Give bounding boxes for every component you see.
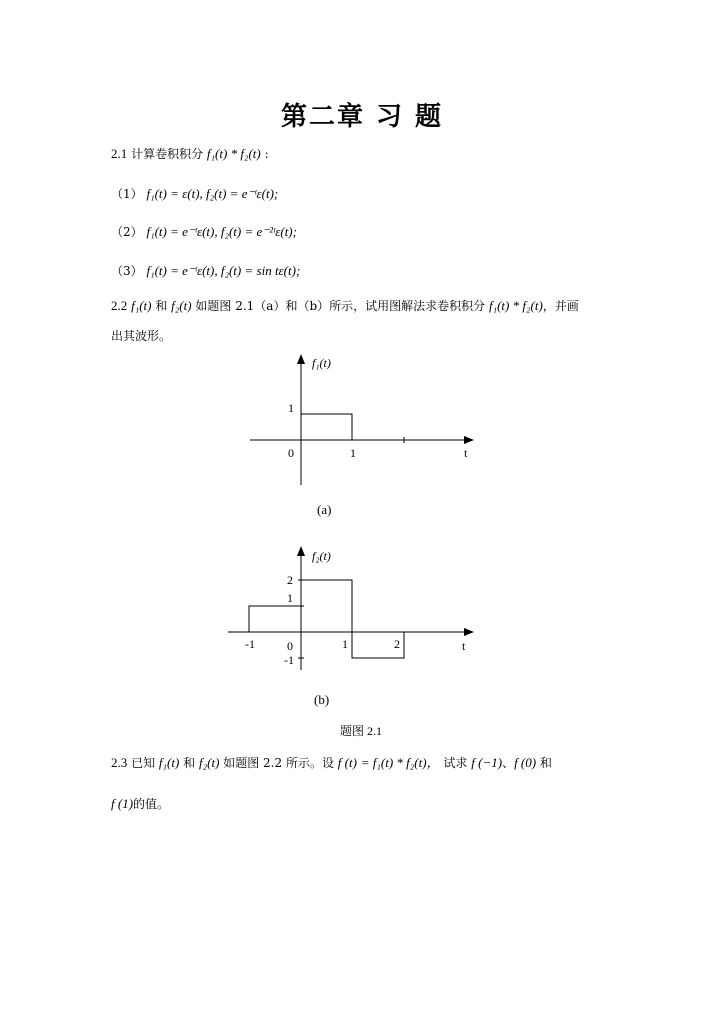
figure-a <box>240 350 490 530</box>
x-axis-label: t <box>464 446 468 460</box>
x-tick-label-1: 1 <box>350 446 356 460</box>
figure-a-caption: (a) <box>317 502 332 517</box>
item-number: （1） <box>111 187 143 201</box>
problem-text-tail: 的值。 <box>133 797 170 811</box>
problem-2-3-text <box>111 752 552 771</box>
figure-group-caption: 题图 2.1 <box>340 724 383 738</box>
f1-symbol: f₁(t) <box>131 298 152 313</box>
figure-b-caption: (b) <box>314 692 330 707</box>
x-tick-label-minus-1: -1 <box>245 637 255 651</box>
y-tick-label-1: 1 <box>287 591 293 605</box>
and-text: 和 <box>155 299 168 313</box>
and-text: 和 <box>539 756 552 770</box>
problem-text: 如题图 2.1（a）和（b）所示，试用图解法求卷积积分 <box>195 299 486 313</box>
problem-2-1-item-3 <box>111 262 300 279</box>
x-tick-label-0: 0 <box>287 639 293 653</box>
convolution-expression: f₁(t) * f₂(t) <box>206 146 261 161</box>
f1-waveform <box>301 414 352 440</box>
y-axis-arrow <box>297 546 305 556</box>
colon: : <box>264 147 269 161</box>
chapter-title: 第二章 习 题 <box>280 102 444 132</box>
problem-number: 2.2 <box>111 298 128 313</box>
convolution-expression: f₁(t) * f₂(t) <box>488 298 543 313</box>
x-axis-arrow <box>464 628 474 636</box>
item-expression: f₁(t) = e⁻ᵗε(t), f₂(t) = e⁻²ᵗε(t); <box>146 224 297 239</box>
problem-text: 如题图 2.2 所示。设 <box>223 756 334 770</box>
y-tick-label-1: 1 <box>288 401 294 415</box>
problem-2-2-text <box>111 297 579 314</box>
problem-text: 试求 <box>443 756 468 770</box>
x-axis-label: t <box>462 639 466 653</box>
problem-2-1-item-2 <box>111 223 297 240</box>
x-tick-label-0: 0 <box>288 446 294 460</box>
problem-2-1-heading <box>111 145 269 162</box>
problem-number: 2.3 <box>111 755 128 770</box>
f2-symbol: f₂(t) <box>199 755 220 770</box>
y-axis-label: f₁(t) <box>312 356 331 370</box>
problem-2-3-text-line2 <box>111 795 169 812</box>
problem-text: 计算卷积积分 <box>131 147 204 161</box>
problem-2-2-text-line2: 出其波形。 <box>111 329 172 343</box>
item-expression: f₁(t) = e⁻ᵗε(t), f₂(t) = sin tε(t); <box>146 263 301 278</box>
y-tick-label-2: 2 <box>287 573 293 587</box>
problem-text: 已知 <box>131 756 156 770</box>
item-number: （3） <box>111 264 143 278</box>
y-axis-label: f₂(t) <box>312 549 331 563</box>
x-axis-arrow <box>464 436 474 444</box>
y-tick-label-minus-1: -1 <box>284 653 294 667</box>
f2-symbol: f₂(t) <box>171 298 192 313</box>
separator: 、 <box>502 756 515 770</box>
f1-symbol: f₁(t) <box>158 755 180 770</box>
problem-number: 2.1 <box>111 146 128 161</box>
item-expression: f₁(t) = ε(t), f₂(t) = e⁻ᵗε(t); <box>146 186 279 201</box>
problem-text-tail: ，并画 <box>542 299 579 313</box>
problem-2-1-item-1 <box>111 185 278 202</box>
f-minus-1: f (−1) <box>471 755 503 770</box>
definition-expression: = f₁(t) * f₂(t)， <box>360 755 440 770</box>
and-text: 和 <box>183 756 196 770</box>
y-axis-arrow <box>297 354 305 364</box>
f-symbol: f (t) <box>337 755 357 770</box>
x-tick-label-2: 2 <box>394 637 400 651</box>
f-0: f (0) <box>514 755 537 770</box>
f-1: f (1) <box>111 796 134 811</box>
item-number: （2） <box>111 225 143 239</box>
x-tick-label-1: 1 <box>342 637 348 651</box>
f2-waveform <box>249 580 404 658</box>
figure-b <box>220 540 490 680</box>
